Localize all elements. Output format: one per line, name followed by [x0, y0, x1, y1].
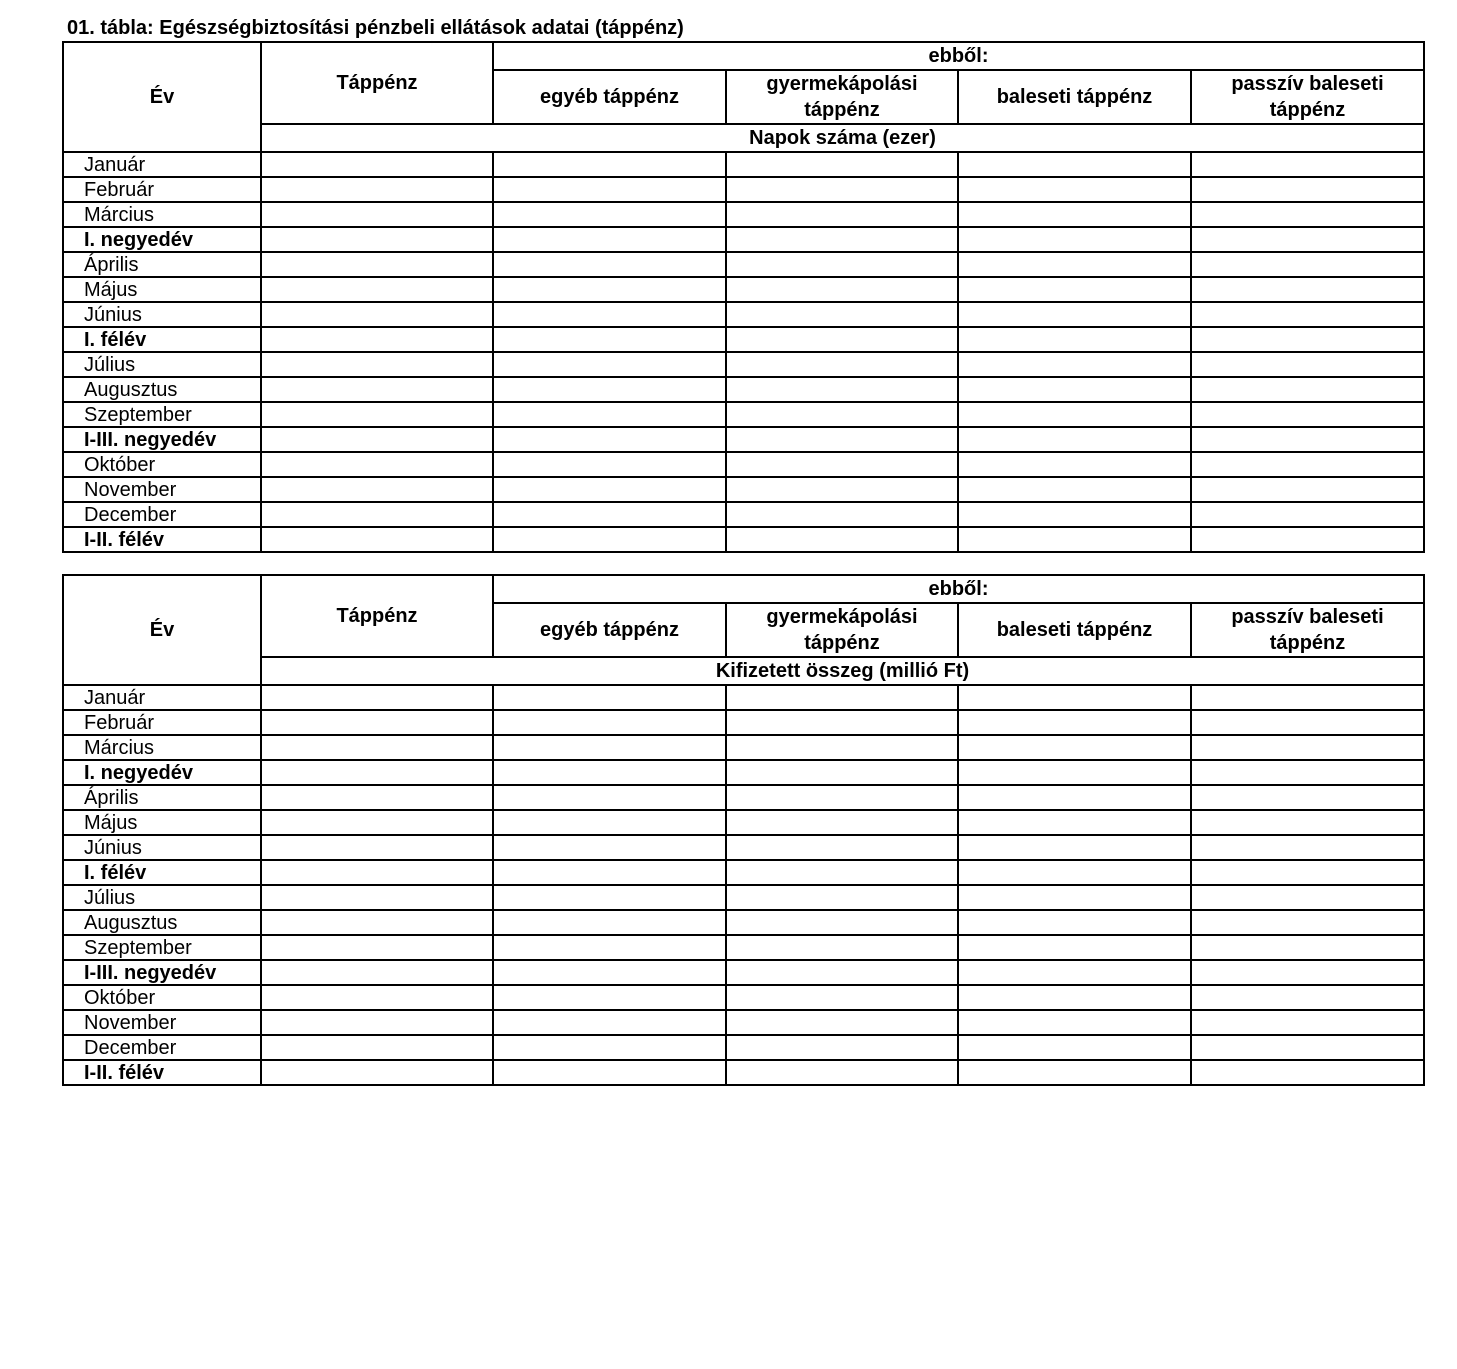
- table-row: [63, 910, 1424, 935]
- header-of-which: ebből:: [493, 575, 1424, 603]
- table-row: [63, 935, 1424, 960]
- data-cell: [958, 527, 1191, 552]
- data-cell: [726, 785, 958, 810]
- amount-table: [62, 574, 1425, 1086]
- data-cell: [1191, 685, 1424, 710]
- data-cell: [1191, 810, 1424, 835]
- row-label: I-III. negyedév: [63, 960, 261, 985]
- data-cell: [726, 277, 958, 302]
- table-row: [63, 352, 1424, 377]
- table-row: [63, 402, 1424, 427]
- data-cell: [261, 477, 493, 502]
- row-label: I. félév: [63, 327, 261, 352]
- data-cell: [958, 910, 1191, 935]
- data-cell: [958, 760, 1191, 785]
- data-cell: [958, 152, 1191, 177]
- data-cell: [958, 502, 1191, 527]
- data-cell: [261, 885, 493, 910]
- days-table-header: [63, 42, 1424, 152]
- data-cell: [261, 1060, 493, 1085]
- data-cell: [726, 685, 958, 710]
- row-label: Október: [63, 452, 261, 477]
- data-cell: [726, 760, 958, 785]
- data-cell: [1191, 985, 1424, 1010]
- data-cell: [261, 227, 493, 252]
- data-cell: [958, 1010, 1191, 1035]
- data-cell: [958, 785, 1191, 810]
- data-cell: [958, 1035, 1191, 1060]
- data-cell: [726, 227, 958, 252]
- data-cell: [726, 527, 958, 552]
- row-label: I. negyedév: [63, 227, 261, 252]
- data-cell: [1191, 735, 1424, 760]
- data-cell: [261, 935, 493, 960]
- data-cell: [726, 935, 958, 960]
- data-cell: [726, 177, 958, 202]
- data-cell: [958, 685, 1191, 710]
- row-label: Június: [63, 302, 261, 327]
- row-label: Október: [63, 985, 261, 1010]
- row-label: I. félév: [63, 860, 261, 885]
- data-cell: [493, 935, 726, 960]
- data-cell: [493, 227, 726, 252]
- data-cell: [261, 202, 493, 227]
- data-cell: [261, 1010, 493, 1035]
- table-row: [63, 477, 1424, 502]
- row-label: Február: [63, 177, 261, 202]
- data-cell: [493, 477, 726, 502]
- data-cell: [493, 1035, 726, 1060]
- row-label: Augusztus: [63, 910, 261, 935]
- data-cell: [261, 910, 493, 935]
- data-cell: [1191, 277, 1424, 302]
- data-cell: [261, 835, 493, 860]
- data-cell: [261, 527, 493, 552]
- row-label: Március: [63, 735, 261, 760]
- data-cell: [958, 1060, 1191, 1085]
- row-label: Július: [63, 352, 261, 377]
- data-cell: [493, 910, 726, 935]
- table-row: [63, 202, 1424, 227]
- data-cell: [1191, 860, 1424, 885]
- header-year: Év: [63, 42, 261, 152]
- data-cell: [958, 885, 1191, 910]
- header-child-care: gyermekápolási táppénz: [726, 603, 958, 657]
- data-cell: [958, 935, 1191, 960]
- table-row: [63, 1060, 1424, 1085]
- data-cell: [493, 710, 726, 735]
- data-cell: [958, 352, 1191, 377]
- table-row: [63, 302, 1424, 327]
- data-cell: [261, 352, 493, 377]
- data-cell: [958, 452, 1191, 477]
- table-row: [63, 452, 1424, 477]
- data-cell: [958, 985, 1191, 1010]
- data-cell: [493, 835, 726, 860]
- data-cell: [1191, 710, 1424, 735]
- data-cell: [1191, 760, 1424, 785]
- table-row: [63, 152, 1424, 177]
- data-cell: [726, 327, 958, 352]
- data-cell: [726, 910, 958, 935]
- row-label: Március: [63, 202, 261, 227]
- data-cell: [261, 377, 493, 402]
- table-row: [63, 835, 1424, 860]
- data-cell: [726, 452, 958, 477]
- data-cell: [958, 177, 1191, 202]
- data-cell: [726, 960, 958, 985]
- data-cell: [261, 960, 493, 985]
- data-cell: [726, 477, 958, 502]
- data-cell: [1191, 152, 1424, 177]
- days-table: [62, 41, 1425, 553]
- table-row: [63, 760, 1424, 785]
- data-cell: [958, 252, 1191, 277]
- row-label: Február: [63, 710, 261, 735]
- table-row: [63, 427, 1424, 452]
- data-cell: [261, 402, 493, 427]
- data-cell: [1191, 477, 1424, 502]
- table-row: [63, 327, 1424, 352]
- row-label: Január: [63, 685, 261, 710]
- data-cell: [493, 527, 726, 552]
- data-cell: [261, 177, 493, 202]
- data-cell: [1191, 252, 1424, 277]
- data-cell: [1191, 1060, 1424, 1085]
- data-cell: [493, 685, 726, 710]
- data-cell: [726, 1010, 958, 1035]
- data-cell: [726, 427, 958, 452]
- data-cell: [1191, 377, 1424, 402]
- days-table-body: [63, 152, 1424, 552]
- data-cell: [958, 227, 1191, 252]
- table-row: [63, 252, 1424, 277]
- table-row: [63, 785, 1424, 810]
- data-cell: [261, 810, 493, 835]
- data-cell: [493, 152, 726, 177]
- data-cell: [493, 252, 726, 277]
- row-label: Január: [63, 152, 261, 177]
- data-cell: [726, 835, 958, 860]
- data-cell: [726, 810, 958, 835]
- data-cell: [1191, 452, 1424, 477]
- table-row: [63, 1010, 1424, 1035]
- header-unit: Kifizetett összeg (millió Ft): [261, 657, 1424, 685]
- table-row: [63, 810, 1424, 835]
- data-cell: [958, 835, 1191, 860]
- data-cell: [493, 377, 726, 402]
- table-title: 01. tábla: Egészségbiztosítási pénzbeli ellátások adatai (táppénz): [67, 17, 684, 39]
- data-cell: [493, 427, 726, 452]
- data-cell: [1191, 835, 1424, 860]
- header-total: Táppénz: [261, 42, 493, 124]
- row-label: Augusztus: [63, 377, 261, 402]
- data-cell: [1191, 227, 1424, 252]
- data-cell: [958, 810, 1191, 835]
- table-row: [63, 277, 1424, 302]
- data-cell: [261, 427, 493, 452]
- data-cell: [1191, 402, 1424, 427]
- data-cell: [1191, 935, 1424, 960]
- data-cell: [261, 735, 493, 760]
- data-cell: [726, 377, 958, 402]
- data-cell: [261, 277, 493, 302]
- table-row: [63, 527, 1424, 552]
- data-cell: [261, 710, 493, 735]
- data-cell: [261, 985, 493, 1010]
- header-child-care: gyermekápolási táppénz: [726, 70, 958, 124]
- data-cell: [1191, 327, 1424, 352]
- data-cell: [726, 402, 958, 427]
- data-cell: [958, 960, 1191, 985]
- header-accident: baleseti táppénz: [958, 70, 1191, 124]
- data-cell: [261, 302, 493, 327]
- table-row: [63, 502, 1424, 527]
- data-cell: [261, 252, 493, 277]
- header-accident: baleseti táppénz: [958, 603, 1191, 657]
- data-cell: [261, 1035, 493, 1060]
- data-cell: [1191, 527, 1424, 552]
- table-row: [63, 710, 1424, 735]
- data-cell: [726, 202, 958, 227]
- table-row: [63, 685, 1424, 710]
- amount-table-header: [63, 575, 1424, 685]
- row-label: Szeptember: [63, 935, 261, 960]
- data-cell: [726, 710, 958, 735]
- amount-table-body: [63, 685, 1424, 1085]
- data-cell: [726, 502, 958, 527]
- row-label: I-II. félév: [63, 1060, 261, 1085]
- data-cell: [261, 152, 493, 177]
- header-unit: Napok száma (ezer): [261, 124, 1424, 152]
- header-passive-accident: passzív baleseti táppénz: [1191, 70, 1424, 124]
- data-cell: [493, 352, 726, 377]
- data-cell: [261, 785, 493, 810]
- data-cell: [493, 402, 726, 427]
- data-cell: [958, 302, 1191, 327]
- data-cell: [726, 860, 958, 885]
- row-label: I-II. félév: [63, 527, 261, 552]
- data-cell: [261, 860, 493, 885]
- data-cell: [726, 1035, 958, 1060]
- data-cell: [726, 152, 958, 177]
- table-row: [63, 985, 1424, 1010]
- data-cell: [958, 327, 1191, 352]
- data-cell: [958, 860, 1191, 885]
- data-cell: [958, 710, 1191, 735]
- row-label: Április: [63, 785, 261, 810]
- data-cell: [493, 735, 726, 760]
- data-cell: [726, 985, 958, 1010]
- table-row: [63, 960, 1424, 985]
- table-row: [63, 860, 1424, 885]
- data-cell: [958, 477, 1191, 502]
- data-cell: [726, 735, 958, 760]
- header-passive-accident: passzív baleseti táppénz: [1191, 603, 1424, 657]
- data-cell: [726, 252, 958, 277]
- data-cell: [958, 427, 1191, 452]
- data-cell: [1191, 885, 1424, 910]
- row-label: Július: [63, 885, 261, 910]
- data-cell: [1191, 302, 1424, 327]
- header-other: egyéb táppénz: [493, 70, 726, 124]
- header-other: egyéb táppénz: [493, 603, 726, 657]
- data-cell: [1191, 785, 1424, 810]
- data-cell: [1191, 1010, 1424, 1035]
- data-cell: [1191, 202, 1424, 227]
- data-cell: [261, 685, 493, 710]
- row-label: December: [63, 1035, 261, 1060]
- row-label: I. negyedév: [63, 760, 261, 785]
- data-cell: [493, 885, 726, 910]
- table-row: [63, 377, 1424, 402]
- data-cell: [493, 760, 726, 785]
- data-cell: [1191, 1035, 1424, 1060]
- data-cell: [493, 1010, 726, 1035]
- row-label: Április: [63, 252, 261, 277]
- data-cell: [493, 960, 726, 985]
- row-label: Május: [63, 277, 261, 302]
- data-cell: [493, 177, 726, 202]
- data-cell: [261, 327, 493, 352]
- data-cell: [493, 985, 726, 1010]
- data-cell: [726, 352, 958, 377]
- row-label: I-III. negyedév: [63, 427, 261, 452]
- data-cell: [726, 302, 958, 327]
- data-cell: [493, 327, 726, 352]
- data-cell: [493, 277, 726, 302]
- data-cell: [1191, 502, 1424, 527]
- data-cell: [1191, 960, 1424, 985]
- data-cell: [493, 785, 726, 810]
- data-cell: [493, 810, 726, 835]
- data-cell: [958, 735, 1191, 760]
- table-row: [63, 885, 1424, 910]
- row-label: November: [63, 1010, 261, 1035]
- data-cell: [726, 1060, 958, 1085]
- row-label: Május: [63, 810, 261, 835]
- data-cell: [1191, 352, 1424, 377]
- data-cell: [958, 277, 1191, 302]
- table-row: [63, 735, 1424, 760]
- data-cell: [958, 377, 1191, 402]
- data-cell: [493, 860, 726, 885]
- data-cell: [1191, 910, 1424, 935]
- data-cell: [261, 452, 493, 477]
- data-cell: [493, 202, 726, 227]
- data-cell: [726, 885, 958, 910]
- row-label: December: [63, 502, 261, 527]
- header-of-which: ebből:: [493, 42, 1424, 70]
- row-label: Szeptember: [63, 402, 261, 427]
- data-cell: [493, 502, 726, 527]
- row-label: November: [63, 477, 261, 502]
- data-cell: [958, 202, 1191, 227]
- data-cell: [493, 1060, 726, 1085]
- data-cell: [1191, 427, 1424, 452]
- data-cell: [261, 760, 493, 785]
- data-cell: [1191, 177, 1424, 202]
- data-cell: [493, 452, 726, 477]
- header-year: Év: [63, 575, 261, 685]
- header-total: Táppénz: [261, 575, 493, 657]
- data-cell: [261, 502, 493, 527]
- table-row: [63, 1035, 1424, 1060]
- data-cell: [958, 402, 1191, 427]
- table-row: [63, 227, 1424, 252]
- data-cell: [493, 302, 726, 327]
- row-label: Június: [63, 835, 261, 860]
- table-row: [63, 177, 1424, 202]
